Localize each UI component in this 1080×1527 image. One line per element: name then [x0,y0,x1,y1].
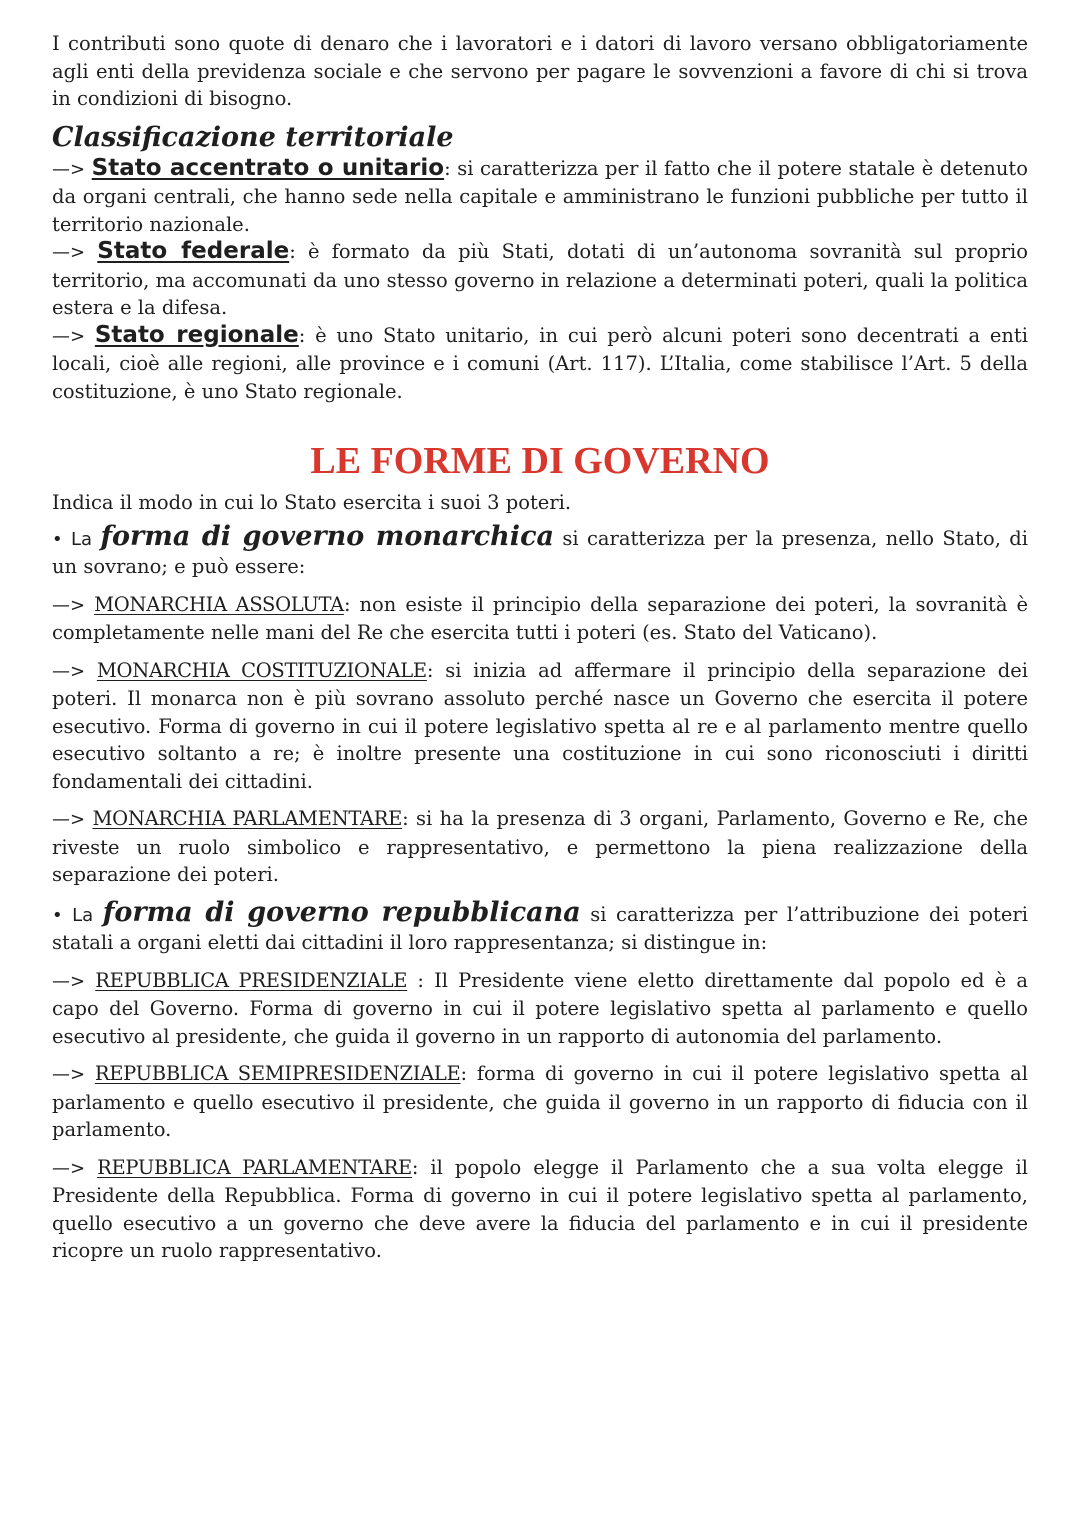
monarchia-costituzionale-item [52,657,1028,796]
territorial-item-regionale [52,322,1028,406]
monarchia-assoluta-item [52,591,1028,647]
arrow-icon: —> [52,970,86,992]
definition-text: : il popolo elegge il Parlamento che a sua volta elegge il Presidente della Repubblica. Forma di governo in cui il potere legislativo spetta al parlamento, quello esecutivo a un governo che deve avere la fiducia del parlamento e in cui il presidente ricopre un ruolo rappresentativo. [52,1155,1028,1262]
arrow-icon: —> [52,325,86,347]
repubblicana-text: si caratterizza per l’attribuzione dei poteri statali a organi eletti dai cittadini il loro rappresentanza; si distingue in: [52,902,1028,954]
section-title: LE FORME DI GOVERNO [310,440,770,482]
term-repubblica-presidenziale: REPUBBLICA PRESIDENZIALE [95,968,408,992]
definition-text: : è uno Stato unitario, in cui però alcuni poteri sono decentrati a enti locali, cioè alle regioni, alle province e i comuni (Art. 117). L’Italia, come stabilisce l’Art. 5 della costituzione, è uno Stato regionale. [52,323,1028,403]
territorial-heading: Classificazione territoriale [52,121,454,153]
definition-text: : è formato da più Stati, dotati di un’autonoma sovranità sul proprio territorio, ma accomunati da uno stesso governo in relazione a determinati poteri, quali la politica estera e la difesa. [52,240,1028,319]
intro-paragraph: I contributi sono quote di denaro che i lavoratori e i datori di lavoro versano obbligatoriamente agli enti della previdenza sociale e che servono per pagare le sovvenzioni a favore di chi si trova in condizioni di bisogno. [52,32,1028,110]
definition-text: : Il Presidente viene eletto direttamente dal popolo ed è a capo del Governo. Forma di governo in cui il potere legislativo spetta al parlamento e quello esecutivo al presidente, che guida il governo in un rapporto di autonomia del parlamento. [52,968,1028,1048]
document-page [52,30,1028,1265]
arrow-icon: —> [52,158,86,180]
arrow-icon: —> [52,1157,86,1179]
term-repubblica-parlamentare: REPUBBLICA PARLAMENTARE [97,1155,412,1179]
arrow-icon: —> [52,242,86,263]
definition-text: : si ha la presenza di 3 organi, Parlamento, Governo e Re, che riveste un ruolo simbolico e rappresentativo, e permettono la piena realizzazione della separazione dei poteri. [52,807,1029,886]
monarchia-parlamentare-item [52,805,1028,889]
term-monarchia-assoluta: MONARCHIA ASSOLUTA [94,592,344,616]
repubblica-semipresidenziale-item [52,1060,1028,1144]
monarchica-paragraph [52,520,1028,581]
arrow-icon: —> [52,660,86,682]
arrow-icon: —> [52,809,86,830]
lead-word: La [72,904,94,926]
repubblica-presidenziale-item [52,967,1028,1051]
governo-intro: Indica il modo in cui lo Stato esercita i suoi 3 poteri. [52,491,572,514]
term-stato-regionale: Stato regionale [94,321,299,348]
term-stato-federale: Stato federale [97,238,290,264]
bullet-icon: • [52,904,63,926]
monarchica-text: si caratterizza per la presenza, nello Stato, di un sovrano; e può essere: [52,526,1028,578]
emphasis-monarchica: forma di governo monarchica [100,520,554,552]
definition-text: : forma di governo in cui il potere legislativo spetta al parlamento e quello esecutivo il presidente, che guida il governo in un rapporto di fiducia con il parlamento. [52,1062,1028,1141]
repubblica-parlamentare-item [52,1154,1028,1265]
lead-word: La [71,528,93,550]
term-monarchia-costituzionale: MONARCHIA COSTITUZIONALE [96,658,427,682]
arrow-icon: —> [52,594,86,616]
emphasis-repubblicana: forma di governo repubblicana [102,896,581,928]
definition-text: : non esiste il principio della separazione dei poteri, la sovranità è completamente nelle mani del Re che esercita tutti i poteri (es. Stato del Vaticano). [52,592,1029,644]
territorial-item-federale [52,238,1028,322]
arrow-icon: —> [52,1064,86,1085]
definition-text: : si inizia ad affermare il principio della separazione dei poteri. Il monarca non è più sovrano assoluto perché nasce un Governo che esercita il potere esecutivo. Forma di governo in cui il potere legislativo spetta al re e al parlamento mentre quello esecutivo soltanto a re; è inoltre presente una costituzione in cui sono riconosciuti i diritti fondamentali dei cittadini. [52,658,1029,793]
bullet-icon: • [52,528,63,550]
term-stato-unitario: Stato accentrato o unitario [91,154,445,181]
definition-text: : si caratterizza per il fatto che il potere statale è detenuto da organi centrali, che hanno sede nella capitale e amministrano le funzioni pubbliche per tutto il territorio nazionale. [52,156,1028,236]
repubblicana-paragraph [52,896,1028,957]
term-repubblica-semipresidenziale: REPUBBLICA SEMIPRESIDENZIALE [94,1062,461,1085]
term-monarchia-parlamentare: MONARCHIA PARLAMENTARE [92,807,403,830]
territorial-item-unitario [52,155,1028,239]
